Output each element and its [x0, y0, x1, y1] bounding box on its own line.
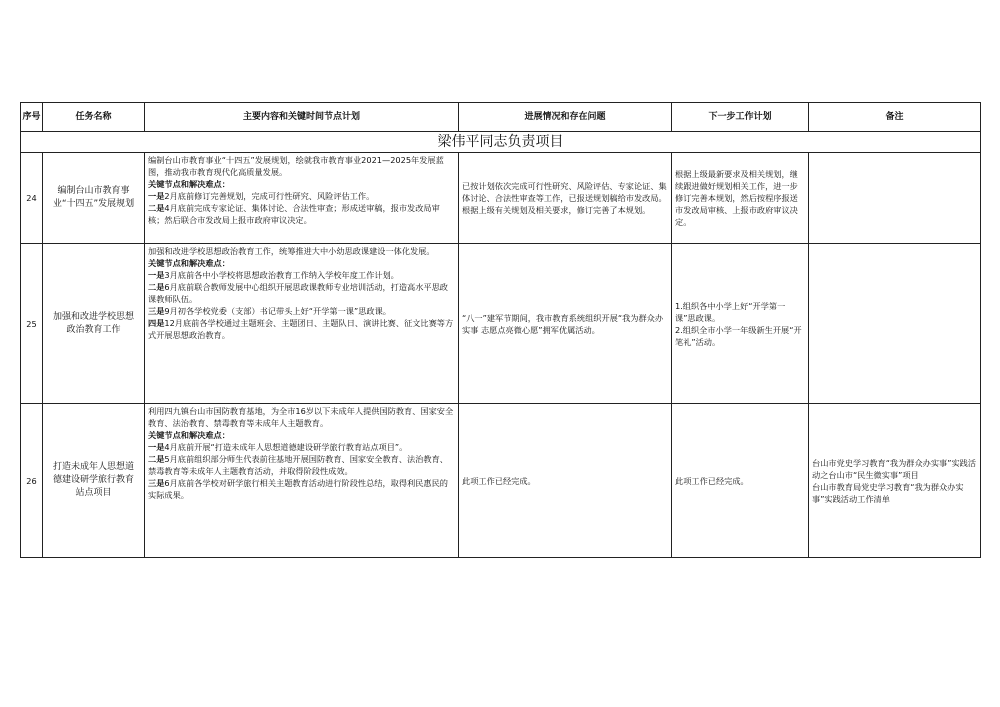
key-item-text: 3月底前各中小学校将思想政治教育工作纳入学校年度工作计划。 [164, 270, 399, 280]
key-item-lead: 二是 [148, 454, 165, 464]
header-progress: 进展情况和存在问题 [459, 103, 672, 132]
header-note: 备注 [809, 103, 981, 132]
key-item-lead: 一是 [148, 191, 165, 201]
key-item [148, 269, 455, 281]
task-plan: 根据上级最新要求及相关规划，继续跟进做好规划相关工作，进一步修订完善本规划，然后按程序报送市发改局审核、上报市政府审议决定。 [672, 153, 809, 244]
key-item [148, 441, 455, 453]
key-item-text: 5月底前组织部分师生代表前往基地开展国防教育、国家安全教育、法治教育、禁毒教育等未成年人主题教育活动，并取得阶段性成效。 [148, 454, 448, 476]
key-item [148, 477, 455, 501]
key-item [148, 305, 455, 317]
key-item-text: 2月底前修订完善规划，完成可行性研究、风险评估工作。 [164, 191, 375, 201]
key-heading: 关键节点和解决难点： [148, 179, 230, 189]
task-note [809, 244, 981, 404]
key-item-text: 4月底前完成专家论证、集体讨论、合法性审查；形成送审稿，报市发改局审核；然后联合市发改局上报市政府审议决定。 [148, 203, 440, 225]
header-name: 任务名称 [43, 103, 145, 132]
content-intro: 加强和改进学校思想政治教育工作，统筹推进大中小幼思政课建设一体化发展。 [148, 246, 435, 256]
key-item [148, 453, 455, 477]
key-item [148, 202, 455, 226]
task-content [145, 404, 459, 558]
key-item-text: 4月底前开展“打造未成年人思想道德建设研学旅行教育站点项目”。 [164, 442, 408, 452]
header-plan: 下一步工作计划 [672, 103, 809, 132]
key-item-lead: 一是 [148, 442, 165, 452]
table-row [21, 244, 981, 404]
header-content: 主要内容和关键时间节点计划 [145, 103, 459, 132]
table-row [21, 153, 981, 244]
task-content [145, 153, 459, 244]
key-item [148, 317, 455, 341]
key-item-lead: 二是 [148, 203, 165, 213]
key-item-lead: 一是 [148, 270, 165, 280]
section-title: 梁伟平同志负责项目 [21, 132, 981, 153]
key-item-lead: 三是 [148, 478, 165, 488]
task-name: 打造未成年人思想道德建设研学旅行教育站点项目 [43, 404, 145, 558]
section-row [21, 132, 981, 153]
key-item-text: 12月底前各学校通过主题班会、主题团日、主题队日、演讲比赛、征文比赛等方式开展思想政治教育。 [148, 318, 454, 340]
row-number: 24 [21, 153, 43, 244]
key-heading: 关键节点和解决难点： [148, 258, 230, 268]
key-item [148, 190, 455, 202]
content-intro: 利用四九镇台山市国防教育基地，为全市16岁以下未成年人提供国防教育、国家安全教育、法治教育、禁毒教育等未成年人主题教育。 [148, 406, 454, 428]
task-name: 编制台山市教育事业“十四五”发展规划 [43, 153, 145, 244]
content-intro: 编制台山市教育事业“十四五”发展规划，绘就我市教育事业2021—2025年发展蓝图，推动我市教育现代化高质量发展。 [148, 155, 444, 177]
key-item [148, 281, 455, 305]
task-progress: 此项工作已经完成。 [459, 404, 672, 558]
row-number: 25 [21, 244, 43, 404]
key-item-text: 6月底前各学校对研学旅行相关主题教育活动进行阶段性总结，取得利民惠民的实际成果。 [148, 478, 448, 500]
row-number: 26 [21, 404, 43, 558]
task-table [20, 102, 981, 558]
task-plan: 1.组织各中小学上好“开学第一课”思政课。 2.组织全市小学一年级新生开展“开笔礼”活动。 [672, 244, 809, 404]
key-item-text: 9月初各学校党委（支部）书记带头上好“开学第一课”思政课。 [164, 306, 391, 316]
key-item-lead: 四是 [148, 318, 165, 328]
table-row [21, 404, 981, 558]
header-no: 序号 [21, 103, 43, 132]
key-item-text: 6月底前联合教师发展中心组织开展思政课教师专业培训活动，打造高水平思政课教师队伍。 [148, 282, 448, 304]
task-note [809, 153, 981, 244]
task-progress: “八一”建军节期间，我市教育系统组织开展“我为群众办实事 志愿点亮微心愿”拥军优属活动。 [459, 244, 672, 404]
header-row [21, 103, 981, 132]
task-progress: 已按计划依次完成可行性研究、风险评估、专家论证、集体讨论、合法性审查等工作，已报送规划稿给市发改局。 根据上级有关规划及相关要求，修订完善了本规划。 [459, 153, 672, 244]
task-name: 加强和改进学校思想政治教育工作 [43, 244, 145, 404]
task-content [145, 244, 459, 404]
key-item-lead: 二是 [148, 282, 165, 292]
key-heading: 关键节点和解决难点： [148, 430, 230, 440]
task-plan: 此项工作已经完成。 [672, 404, 809, 558]
task-note: 台山市党史学习教育“我为群众办实事”实践活动之台山市“民生微实事”项目 台山市教育局党史学习教育“我为群众办实事”实践活动工作清单 [809, 404, 981, 558]
key-item-lead: 三是 [148, 306, 165, 316]
